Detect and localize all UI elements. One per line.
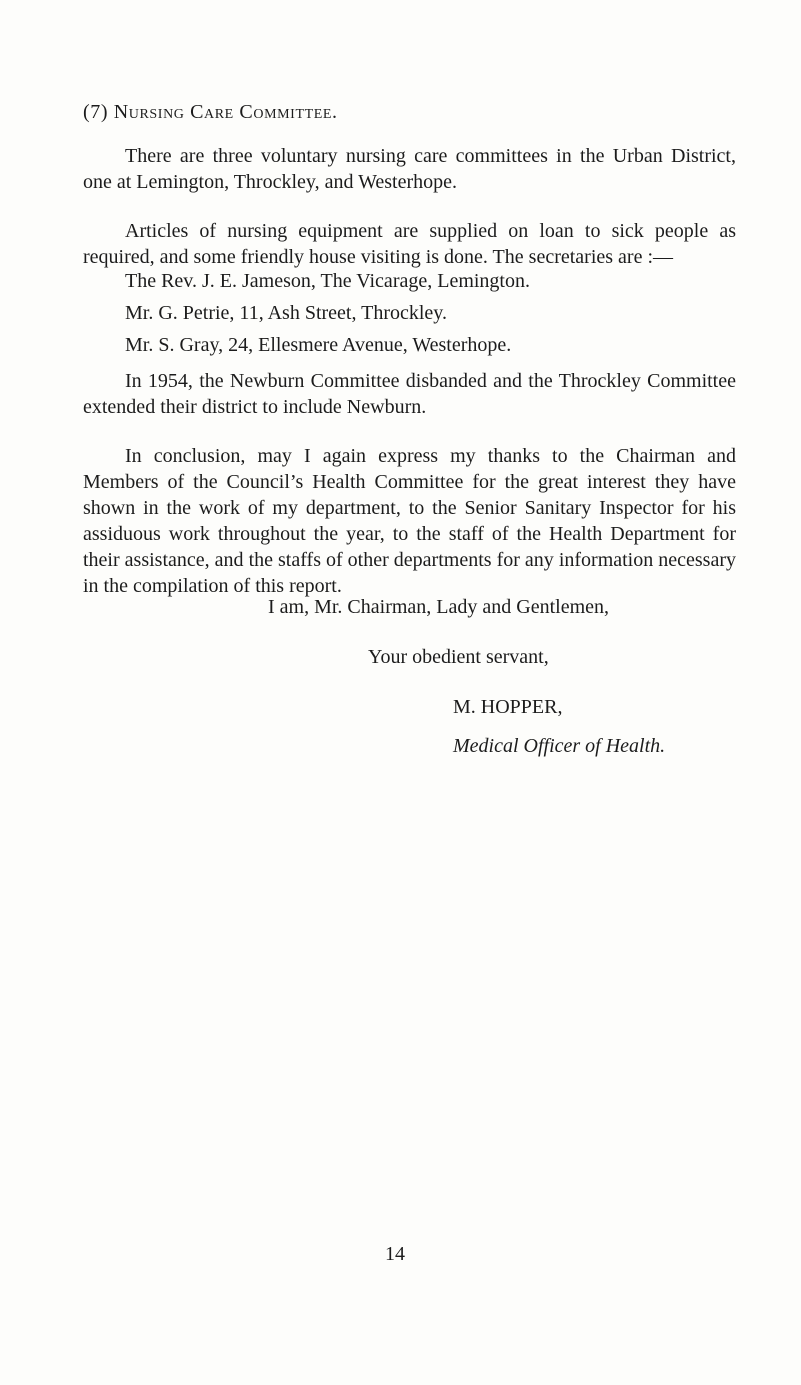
secretary-line: The Rev. J. E. Jameson, The Vicarage, Lemington. bbox=[125, 270, 530, 292]
page-number: 14 bbox=[385, 1243, 405, 1265]
section-number: (7) bbox=[83, 101, 109, 123]
intro-paragraph: There are three voluntary nursing care committees in the Urban District, one at Lemington, Throckley, and Westerhope. bbox=[83, 145, 736, 193]
section-title: Nursing Care Committee. bbox=[113, 101, 338, 123]
secretary-line: Mr. S. Gray, 24, Ellesmere Avenue, Westerhope. bbox=[125, 334, 512, 356]
secretary-line: Mr. G. Petrie, 11, Ash Street, Throckley. bbox=[125, 302, 447, 324]
signatory-name: M. HOPPER, bbox=[453, 696, 563, 718]
equipment-paragraph: Articles of nursing equipment are supplied on loan to sick people as required, and some friendly house visiting is done. The secretaries are :— bbox=[83, 220, 736, 268]
closing-salutation: I am, Mr. Chairman, Lady and Gentlemen, bbox=[268, 596, 610, 618]
newburn-paragraph: In 1954, the Newburn Committee disbanded and the Throckley Committee extended their district to include Newburn. bbox=[83, 370, 736, 418]
conclusion-paragraph: In conclusion, may I again express my thanks to the Chairman and Members of the Council’s Health Committee for the great interest they have shown in the work of my department, to the Senior Sanitary Inspector for his assiduous work throughout the year, to the staff of the Health Department for their assistance, and the staffs of other departments for any information necessary in the compilation of this report. bbox=[83, 445, 736, 597]
closing-valediction: Your obedient servant, bbox=[368, 646, 549, 668]
signatory-position: Medical Officer of Health. bbox=[453, 735, 666, 757]
section-heading bbox=[83, 99, 338, 125]
